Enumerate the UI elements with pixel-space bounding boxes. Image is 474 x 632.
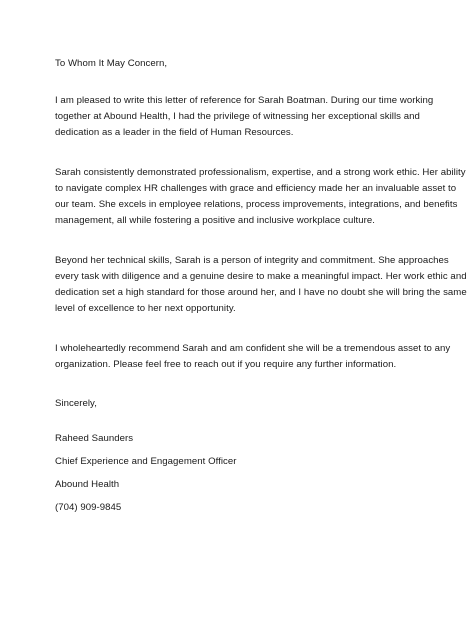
paragraph-professionalism — [55, 165, 466, 229]
reference-letter — [55, 56, 467, 523]
closing: Sincerely, — [55, 398, 97, 409]
signer-name: Raheed Saunders — [55, 433, 134, 444]
paragraph-line: I am pleased to write this letter of reference for Sarah Boatman. During our time working — [55, 95, 434, 106]
paragraph-recommendation — [55, 341, 451, 373]
paragraph-line: organization. Please feel free to reach out if you require any further information. — [55, 359, 397, 370]
paragraph-line: together at Abound Health, I had the privilege of witnessing her exceptional skills and — [55, 111, 420, 122]
signer-organization: Abound Health — [55, 479, 120, 490]
paragraph-line: level of excellence to her next opportunity. — [55, 303, 236, 314]
paragraph-line: I wholeheartedly recommend Sarah and am confident she will be a tremendous asset to any — [55, 343, 451, 354]
paragraph-line: our team. She excels in employee relations, process improvements, integrations, and benefits — [55, 199, 458, 210]
paragraph-line: dedication as a leader in the field of Human Resources. — [55, 127, 294, 138]
paragraph-line: Beyond her technical skills, Sarah is a person of integrity and commitment. She approaches — [55, 255, 449, 266]
salutation: To Whom It May Concern, — [55, 58, 168, 69]
paragraph-line: every task with diligence and a genuine desire to make a meaningful impact. Her work ethic and — [55, 271, 467, 282]
paragraph-line: Sarah consistently demonstrated professionalism, expertise, and a strong work ethic. Her ability — [55, 167, 466, 178]
paragraph-introduction — [55, 93, 434, 141]
paragraph-line: management, all while fostering a positive and inclusive workplace culture. — [55, 215, 375, 226]
paragraph-line: to navigate complex HR challenges with grace and efficiency made her an invaluable asset to — [55, 183, 457, 194]
paragraph-character — [55, 253, 467, 317]
signer-title: Chief Experience and Engagement Officer — [55, 456, 237, 467]
signer-phone: (704) 909-9845 — [55, 502, 122, 513]
paragraph-line: dedication set a high standard for those around her, and I have no doubt she will bring the same — [55, 287, 467, 298]
signature-block — [55, 431, 427, 516]
